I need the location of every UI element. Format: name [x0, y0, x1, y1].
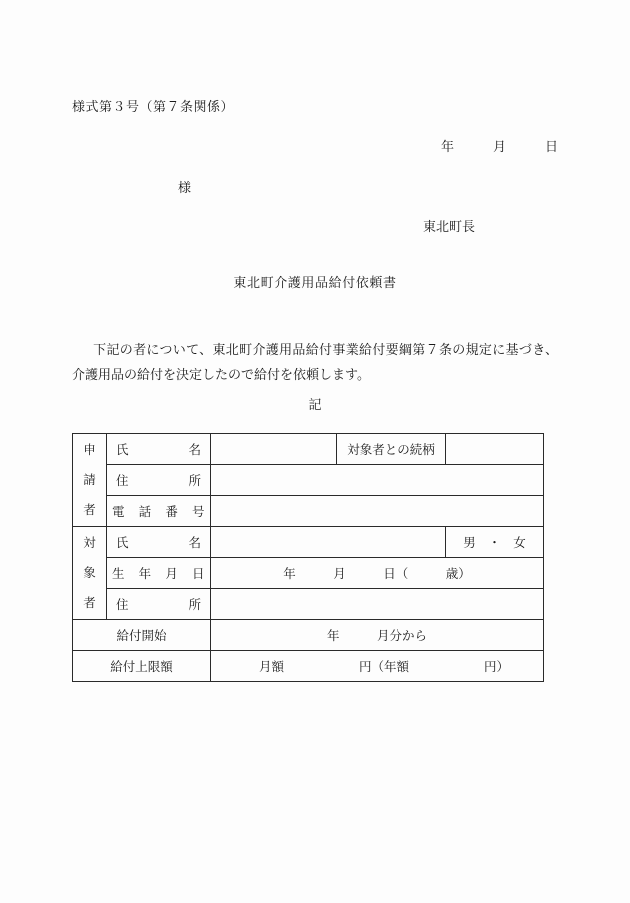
- applicant-address-label: 住 所: [107, 465, 211, 496]
- subject-group-label-char-2: 象: [83, 566, 96, 580]
- relationship-label: 対象者との続柄: [337, 434, 446, 465]
- subject-sex-selector[interactable]: 男 ・ 女: [446, 527, 544, 558]
- ki-marker: 記: [308, 397, 322, 412]
- issuer-name: 東北町長: [422, 219, 475, 234]
- body-paragraph: [72, 337, 558, 387]
- relationship-input[interactable]: [446, 434, 544, 465]
- subject-name-label: 氏 名: [107, 527, 211, 558]
- applicant-phone-input[interactable]: [211, 496, 544, 527]
- addressee-honorific: 様: [178, 180, 192, 195]
- grant-request-table: [72, 433, 544, 682]
- applicant-phone-label: 電 話 番 号: [107, 496, 211, 527]
- subject-group-label: [73, 527, 107, 620]
- form-number: 様式第３号（第７条関係）: [72, 99, 235, 114]
- subject-name-input[interactable]: [211, 527, 446, 558]
- subject-group-label-char-1: 対: [83, 536, 96, 550]
- table-row: [73, 465, 544, 496]
- subject-birthdate-input[interactable]: 年 月 日（ 歳）: [211, 558, 544, 589]
- subject-address-input[interactable]: [211, 589, 544, 620]
- table-row: [73, 589, 544, 620]
- table-row: [73, 651, 544, 682]
- grant-start-label: 給付開始: [73, 620, 211, 651]
- document-title: 東北町介護用品給付依頼書: [233, 275, 397, 290]
- applicant-name-input[interactable]: [211, 434, 337, 465]
- applicant-name-label: 氏 名: [107, 434, 211, 465]
- applicant-group-label-char-3: 者: [83, 503, 96, 517]
- grant-limit-input[interactable]: 月額 円（年額 円）: [211, 651, 544, 682]
- subject-address-label: 住 所: [107, 589, 211, 620]
- table-row: [73, 434, 544, 465]
- table-row: [73, 620, 544, 651]
- grant-start-input[interactable]: 年 月分から: [211, 620, 544, 651]
- grant-limit-label: 給付上限額: [73, 651, 211, 682]
- subject-group-label-char-3: 者: [83, 596, 96, 610]
- table-row: [73, 558, 544, 589]
- applicant-group-label: [73, 434, 107, 527]
- applicant-group-label-char-1: 申: [83, 443, 96, 457]
- applicant-address-input[interactable]: [211, 465, 544, 496]
- body-paragraph-text: 下記の者について、東北町介護用品給付事業給付要綱第７条の規定に基づき、介護用品の給付を決定したので給付を依頼します。: [72, 342, 558, 382]
- date-line: 年 月 日: [440, 139, 558, 154]
- subject-birthdate-label: 生 年 月 日: [107, 558, 211, 589]
- table-row: [73, 527, 544, 558]
- applicant-group-label-char-2: 請: [83, 473, 96, 487]
- table-row: [73, 496, 544, 527]
